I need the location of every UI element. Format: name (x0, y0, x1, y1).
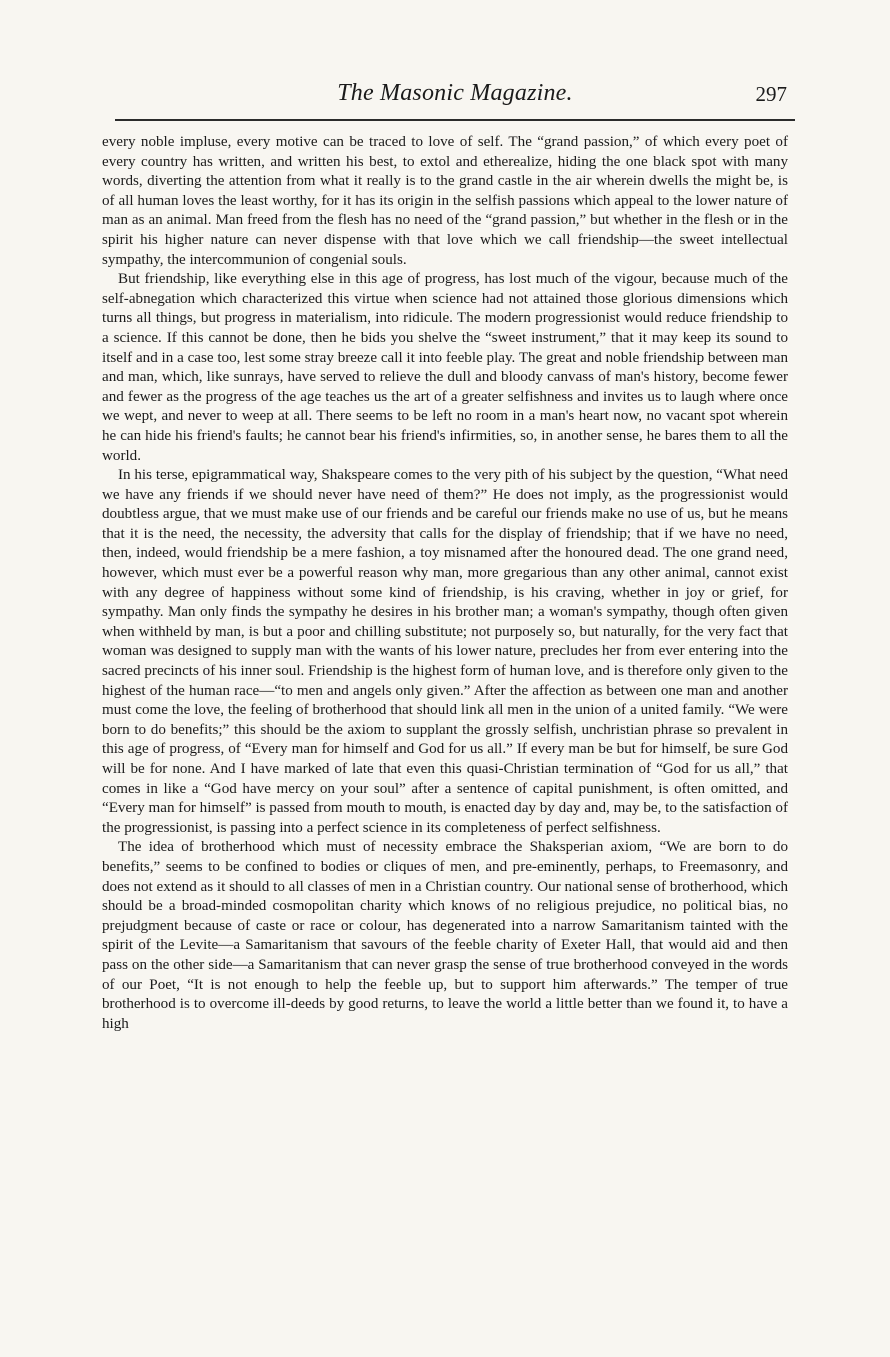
body-paragraph: The idea of brotherhood which must of necessity embrace the Shaksperian axiom, “We are born to do benefits,” seems to be confined to bodies or cliques of men, and pre-eminently, perhaps, to Freemasonry, and does not extend as it should to all classes of men in a Christian country. Our national sense of brotherhood, which should be a broad-minded cosmopolitan charity which knows of no religious prejudice, no political bias, no prejudgment because of caste or race or colour, has degenerated into a narrow Samaritanism tainted with the spirit of the Levite—a Samaritanism that savours of the feeble charity of Exeter Hall, that would aid and then pass on the other side—a Samaritanism that can never grasp the sense of true brotherhood conveyed in the words of our Poet, “It is not enough to help the feeble up, but to support him afterwards.” The temper of true brotherhood is to overcome ill-deeds by good returns, to leave the world a little better than we found it, to have a high (102, 839, 788, 1032)
running-title: The Masonic Magazine. (337, 80, 573, 106)
body-paragraph: every noble impluse, every motive can be traced to love of self. The “grand passion,” of which every poet of every country has written, and written his best, to extol and etherealize, hiding the one black spot with many words, diverting the attention from what it really is to the grand castle in the air wherein dwells the might be, is of all human loves the least worthy, for it has its origin in the selfish passions which appeal to the lower nature of man as an animal. Man freed from the flesh has no need of the “grand passion,” but whether in the flesh or in the spirit his higher nature can never dispense with that love which we call friendship—the sweet intellectual sympathy, the intercommunion of congenial souls. (102, 134, 788, 268)
page-number: 297 (755, 82, 787, 106)
body-paragraph: But friendship, like everything else in this age of progress, has lost much of the vigour, because much of the self-abnegation which characterized this virtue when science had not attained those glorious dimensions which turns all things, but progress in materialism, into ridicule. The modern progressionist would reduce friendship to a science. If this cannot be done, then he bids you shelve the “sweet instrument,” that it may keep its sound to itself and in a case too, lest some stray breeze call it into feeble play. The great and noble friendship between man and man, which, like sunrays, have served to relieve the dull and bloody canvass of man's history, become fewer and fewer as the progress of the age teaches us the art of a greater selfishness and invites us to laugh where once we wept, and never to weep at all. There seems to be left no room in a man's heart now, no vacant spot wherein he can hide his friend's faults; he cannot bear his friend's infirmities, so, in another sense, he bares them to all the world. (102, 271, 788, 464)
page-header (115, 80, 795, 114)
header-rule (115, 119, 795, 121)
article-body (102, 133, 788, 1034)
body-paragraph: In his terse, epigrammatical way, Shakspeare comes to the very pith of his subject by the question, “What need we have any friends if we should never have need of them?” He does not imply, as the progressionist would doubtless argue, that we must make use of our friends and be careful our friends make no use of us, but he means that it is the need, the necessity, the adversity that calls for the display of friendship; that if we have no need, then, indeed, would friendship be a mere fashion, a toy misnamed after the honoured dead. The one grand need, however, which must ever be a powerful reason why man, more gregarious than any other animal, cannot exist with any degree of happiness without some kind of friendship, is his craving, whether in joy or grief, for sympathy. Man only finds the sympathy he desires in his brother man; a woman's sympathy, though often given when withheld by man, is but a poor and chilling substitute; not purposely so, but naturally, for the very fact that woman was designed to supply man with the wants of his lower nature, precludes her from ever entering into the sacred precincts of his inner soul. Friendship is the highest form of human love, and is therefore only given to the highest of the human race—“to men and angels only given.” After the affection as between one man and another must come the love, the feeling of brotherhood that should link all men in the union of a united family. “We were born to do benefits;” this should be the axiom to supplant the grossly selfish, unchristian phrase so prevalent in this age of progress, of “Every man for himself and God for us all.” If every man be but for himself, be sure God will be for none. And I have marked of late that even this quasi-Christian termination of “God for us all,” that comes in like a “God have mercy on your soul” after a sentence of capital punishment, is often omitted, and “Every man for himself” is passed from mouth to mouth, is enacted day by day and, may be, to the satisfaction of the progressionist, is passing into a perfect science in its completeness of perfect selfishness. (102, 467, 788, 836)
